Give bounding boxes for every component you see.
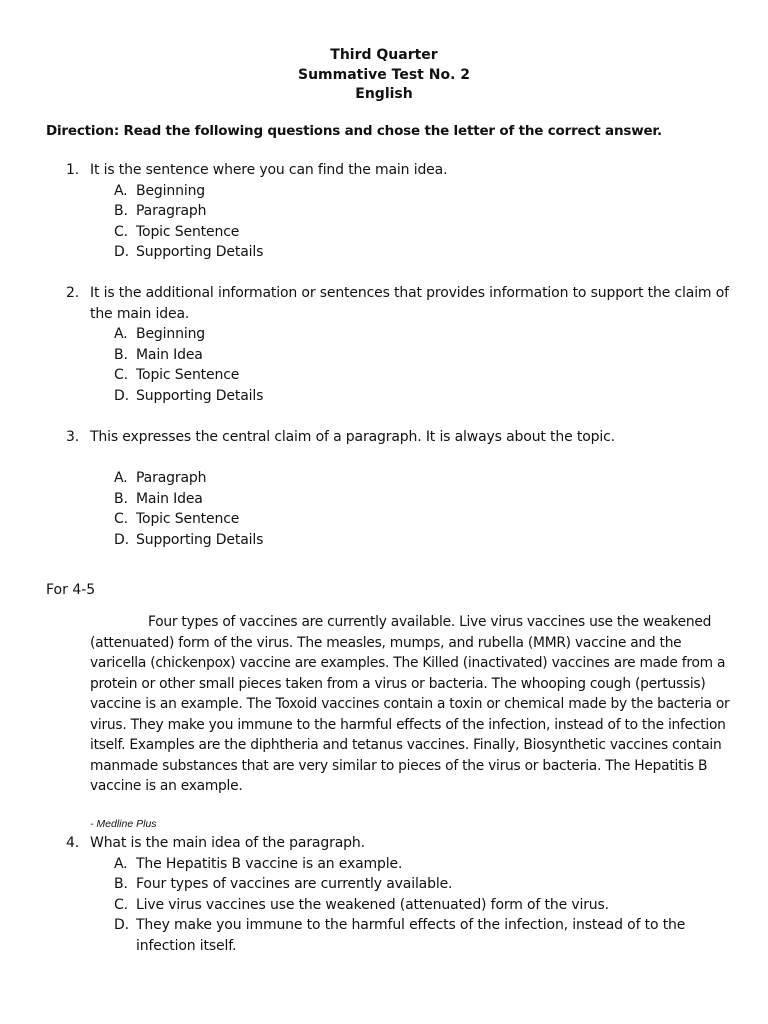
options-list [114, 181, 736, 263]
question-2 [46, 283, 736, 406]
document-header [0, 46, 768, 105]
option-text: The Hepatitis B vaccine is an example. [136, 855, 403, 872]
option-text: Supporting Details [136, 244, 264, 260]
option-letter: C. [114, 896, 128, 913]
option-d [114, 242, 736, 263]
option-letter: A. [114, 855, 128, 872]
option-text: Paragraph [136, 203, 207, 219]
option-letter: B. [114, 346, 128, 363]
option-b [114, 489, 736, 510]
option-letter: D. [114, 387, 129, 404]
option-text: Four types of vaccines are currently available. [136, 876, 453, 892]
subject-title: English [355, 86, 413, 102]
question-number: 4. [66, 835, 80, 851]
option-text: Main Idea [136, 490, 203, 507]
question-4 [46, 833, 736, 956]
question-number: 1. [66, 162, 80, 178]
option-letter: A. [114, 470, 128, 486]
question-1 [46, 160, 736, 263]
option-c [114, 365, 736, 386]
option-text: Topic Sentence [136, 367, 240, 383]
question-stem: This expresses the central claim of a paragraph. It is always about the topic. [90, 429, 615, 445]
option-text: Topic Sentence [136, 223, 240, 240]
option-d-continuation: infection itself. [136, 937, 237, 954]
option-d [114, 915, 736, 936]
option-letter: B. [114, 876, 128, 892]
question-3 [46, 427, 736, 550]
options-list [114, 324, 736, 406]
option-b [114, 345, 736, 366]
question-stem: What is the main idea of the paragraph. [90, 835, 365, 851]
question-stem: It is the sentence where you can find the main idea. [90, 162, 448, 178]
option-letter: A. [114, 182, 128, 199]
option-text: Topic Sentence [136, 511, 240, 527]
option-a [114, 181, 736, 202]
option-letter: D. [114, 244, 129, 260]
option-letter: D. [114, 531, 129, 548]
question-stem: It is the additional information or sentences that provides information to support the claim of the main idea. [90, 285, 729, 322]
option-letter: D. [114, 917, 129, 933]
option-text: Supporting Details [136, 531, 264, 548]
option-letter: B. [114, 490, 128, 507]
option-d [114, 386, 736, 407]
option-text: Beginning [136, 182, 206, 199]
option-text: Paragraph [136, 470, 207, 486]
reading-passage [90, 612, 730, 797]
options-list [114, 854, 736, 957]
option-b [114, 874, 736, 895]
directions: Direction: Read the following questions and chose the letter of the correct answer. [46, 123, 662, 139]
option-b [114, 201, 736, 222]
option-c [114, 222, 736, 243]
option-d [114, 530, 736, 551]
option-letter: A. [114, 326, 128, 342]
option-letter: C. [114, 511, 128, 527]
option-letter: C. [114, 367, 128, 383]
option-text: Beginning [136, 326, 206, 342]
passage-text: Four types of vaccines are currently available. Live virus vaccines use the weakened (attenuated) form of the virus. The measles, mumps, and rubella (MMR) vaccine and the varicella (chickenpox) vaccine are examples. The Killed (inactivated) vaccines are made from a protein or other small pieces taken from a virus or bacteria. The whooping cough (pertussis) vaccine is an example. The Toxoid vaccines contain a toxin or chemical made by the bacteria or virus. They make you immune to the harmful effects of the infection, instead of to the infection itself. Examples are the diphtheria and tetanus vaccines. Finally, Biosynthetic vaccines contain manmade substances that are very similar to pieces of the virus or bacteria. The Hepatitis B vaccine is an example. [90, 614, 730, 794]
quarter-title: Third Quarter [330, 47, 438, 63]
option-text: Main Idea [136, 346, 203, 363]
passage-label: For 4-5 [46, 582, 96, 598]
option-letter: C. [114, 223, 128, 240]
option-text: Supporting Details [136, 387, 264, 404]
options-list [114, 468, 736, 550]
option-a [114, 468, 736, 489]
question-number: 3. [66, 429, 80, 445]
option-a [114, 854, 736, 875]
option-c [114, 509, 736, 530]
option-a [114, 324, 736, 345]
option-text: They make you immune to the harmful effects of the infection, instead of to the [136, 917, 686, 933]
question-number: 2. [66, 285, 80, 301]
option-c [114, 895, 736, 916]
test-title: Summative Test No. 2 [297, 66, 470, 83]
option-text: Live virus vaccines use the weakened (attenuated) form of the virus. [136, 896, 609, 913]
passage-source: - Medline Plus [90, 818, 157, 830]
option-letter: B. [114, 203, 128, 219]
